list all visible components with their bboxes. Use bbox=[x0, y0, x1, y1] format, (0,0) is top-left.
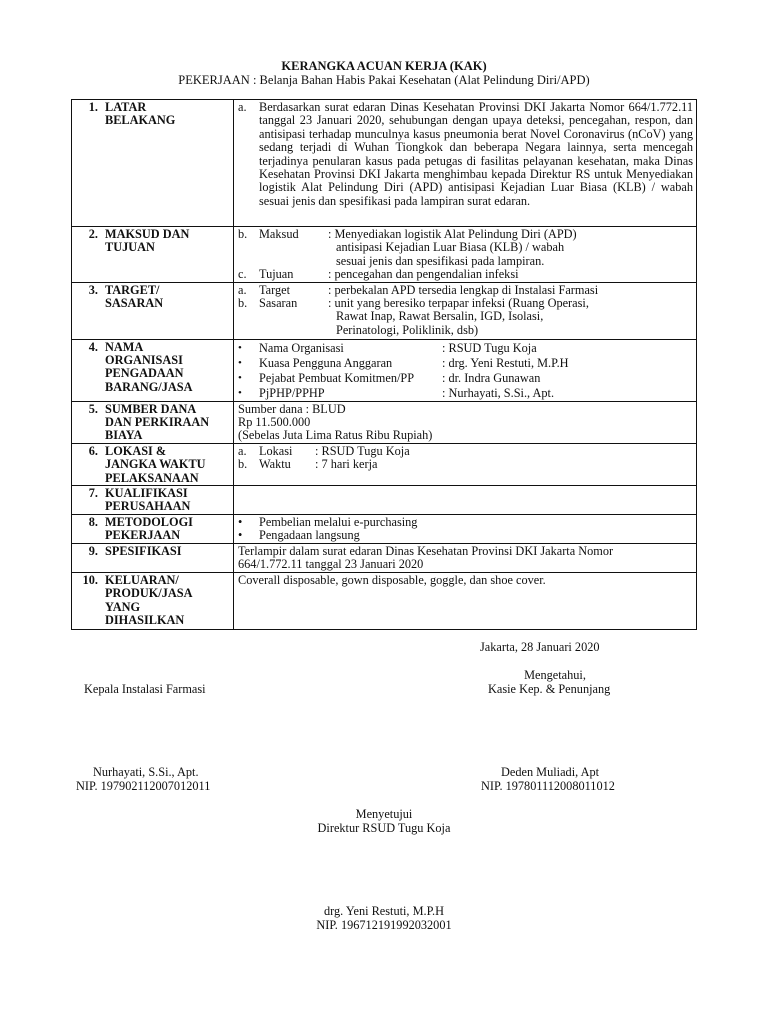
row-content bbox=[234, 486, 697, 515]
left-signer-nip: NIP. 197902112007012011 bbox=[76, 779, 211, 793]
bullet-icon: • bbox=[238, 356, 242, 369]
table-row bbox=[72, 282, 697, 339]
row-number: 2. bbox=[72, 227, 102, 283]
row-content: a. Lokasi : RSUD Tugu Koja b. Waktu : 7 hari kerja bbox=[234, 443, 697, 485]
row-number: 6. bbox=[72, 443, 102, 485]
table-row bbox=[72, 486, 697, 515]
row-content bbox=[234, 401, 697, 443]
row-number: 7. bbox=[72, 486, 102, 515]
row-label: KELUARAN/ PRODUK/JASA YANG DIHASILKAN bbox=[101, 573, 234, 630]
row-label: SUMBER DANA DAN PERKIRAAN BIAYA bbox=[101, 401, 234, 443]
row-label: KUALIFIKASI PERUSAHAAN bbox=[101, 486, 234, 515]
bullet-icon: • bbox=[238, 515, 243, 530]
row-number: 4. bbox=[72, 339, 102, 401]
row-number: 1. bbox=[72, 100, 102, 227]
funding-amount-words: (Sebelas Juta Lima Ratus Ribu Rupiah) bbox=[238, 428, 433, 443]
kak-table bbox=[71, 99, 697, 630]
row-content: b. Maksud : Menyediakan logistik Alat Pelindung Diri (APD) antisipasi Kejadian Luar Biasa (KLB) / wabah sesuai jenis dan spesifikasi pada lampiran. c. Tujuan : pencegahan dan pengendalian infeksi bbox=[234, 227, 697, 283]
table-row bbox=[72, 401, 697, 443]
table-row bbox=[72, 544, 697, 573]
row-label: LOKASI & JANGKA WAKTU PELAKSANAAN bbox=[101, 443, 234, 485]
row-content: Terlampir dalam surat edaran Dinas Kesehatan Provinsi DKI Jakarta Nomor 664/1.772.11 tanggal 23 Januari 2020 bbox=[234, 544, 697, 573]
left-signer-name: Nurhayati, S.Si., Apt. bbox=[93, 765, 199, 779]
approver-title: Direktur RSUD Tugu Koja bbox=[317, 821, 451, 835]
row-number: 8. bbox=[72, 515, 102, 544]
table-row bbox=[72, 573, 697, 630]
row-content: a. Target : perbekalan APD tersedia lengkap di Instalasi Farmasi b. Sasaran : unit yang beresiko terpapar infeksi (Ruang Operasi, Rawat Inap, Rawat Bersalin, IGD, Isolasi, Perinatologi, Poliklinik, dsb) bbox=[234, 282, 697, 339]
known-by-label: Mengetahui, bbox=[524, 668, 586, 682]
signing-date: Jakarta, 28 Januari 2020 bbox=[480, 640, 600, 654]
row-label: METODOLOGI PEKERJAAN bbox=[101, 515, 234, 544]
right-signer-nip: NIP. 197801112008011012 bbox=[481, 779, 615, 793]
background-text: Berdasarkan surat edaran Dinas Kesehatan Provinsi DKI Jakarta Nomor 664/1.772.11 tanggal 23 Januari 2020, sehubungan dengan upaya deteksi, pencegahan, respon, dan antisipasi terhadap munculnya kasus pneumonia berat Novel Coronavirus (nCoV) yang sedang terjadi di Wuhan Tiongkok dan beberapa Negara lainnya, serta mencegah terjadinya penularan kasus pada petugas di fasilitas pelayanan kesehatan, maka Dinas Kesehatan Provinsi DKI Jakarta menghimbau kepada Direktur RS untuk Menyediakan logistik Alat Pelindung Diri (APD) antisipasi Kejadian Luar Biasa (KLB) / wabah sesuai jenis dan spesifikasi pada lampiran surat edaran. bbox=[259, 100, 693, 208]
row-label: TARGET/ SASARAN bbox=[101, 282, 234, 339]
row-label: NAMA ORGANISASI PENGADAAN BARANG/JASA bbox=[101, 339, 234, 401]
document-subtitle: PEKERJAAN : Belanja Bahan Habis Pakai Kesehatan (Alat Pelindung Diri/APD) bbox=[178, 73, 590, 87]
approved-by-label: Menyetujui bbox=[355, 807, 413, 821]
table-row bbox=[72, 227, 697, 283]
row-content bbox=[234, 100, 697, 227]
bullet-icon: • bbox=[238, 386, 242, 399]
row-number: 5. bbox=[72, 401, 102, 443]
document-title: KERANGKA ACUAN KERJA (KAK) bbox=[281, 59, 487, 73]
bullet-icon: • bbox=[238, 528, 243, 543]
funding-amount: Rp 11.500.000 bbox=[238, 415, 311, 430]
left-signer-title: Kepala Instalasi Farmasi bbox=[84, 682, 206, 696]
row-content: Coverall disposable, gown disposable, goggle, dan shoe cover. bbox=[234, 573, 697, 630]
row-label: MAKSUD DAN TUJUAN bbox=[101, 227, 234, 283]
row-label: SPESIFIKASI bbox=[101, 544, 234, 573]
approver-nip: NIP. 196712191992032001 bbox=[316, 918, 452, 932]
table-row bbox=[72, 100, 697, 227]
row-label: LATAR BELAKANG bbox=[101, 100, 234, 227]
row-number: 9. bbox=[72, 544, 102, 573]
row-number: 3. bbox=[72, 282, 102, 339]
right-signer-name: Deden Muliadi, Apt bbox=[501, 765, 600, 779]
table-row bbox=[72, 515, 697, 544]
funding-source: Sumber dana : BLUD bbox=[238, 401, 346, 416]
approver-name: drg. Yeni Restuti, M.P.H bbox=[323, 904, 445, 918]
bullet-icon: • bbox=[238, 341, 242, 354]
bullet-icon: • bbox=[238, 371, 242, 384]
table-row bbox=[72, 443, 697, 485]
right-signer-title: Kasie Kep. & Penunjang bbox=[488, 682, 611, 696]
table-row bbox=[72, 339, 697, 401]
row-content: • Pembelian melalui e-purchasing • Pengadaan langsung bbox=[234, 515, 697, 544]
row-number: 10. bbox=[72, 573, 102, 630]
item-letter: a. bbox=[238, 100, 247, 114]
row-content: • Nama Organisasi : RSUD Tugu Koja • Kuasa Pengguna Anggaran : drg. Yeni Restuti, M.P.H • Pejabat Pembuat Komitmen/PP : dr. Indra Gunawan • PjPHP/PPHP : Nurhayati, S.Si., Apt. bbox=[234, 339, 697, 401]
